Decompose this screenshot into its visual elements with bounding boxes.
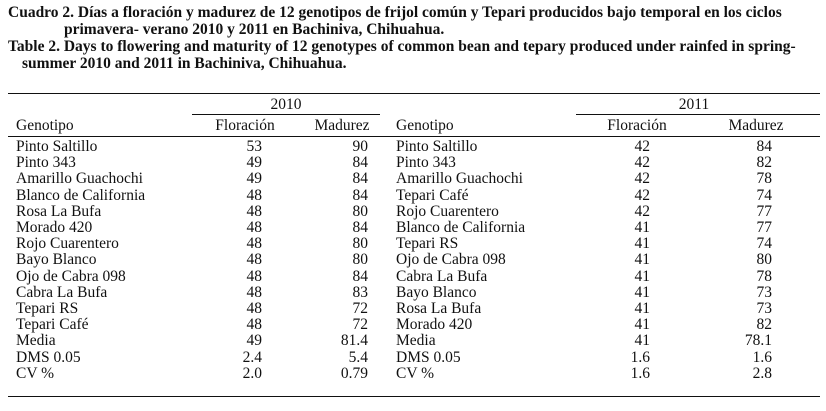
genotype-2011-cell: Pinto 343 bbox=[396, 154, 456, 172]
maturity-2010-cell: 84 bbox=[352, 170, 368, 188]
maturity-2010-cell: 72 bbox=[352, 316, 368, 334]
genotype-2011-cell: Cabra La Bufa bbox=[396, 267, 488, 285]
maturity-2010-cell: 84 bbox=[352, 186, 368, 204]
genotype-2011-cell: Blanco de California bbox=[396, 219, 526, 236]
maturity-2010-cell: 80 bbox=[352, 251, 368, 269]
flowering-2011-cell: 42 bbox=[634, 186, 650, 204]
flowering-2010-cell: 48 bbox=[246, 251, 262, 269]
year-2010-header: 2010 bbox=[270, 96, 302, 113]
maturity-2010-cell: 80 bbox=[352, 235, 368, 253]
flowering-2011-cell: 42 bbox=[634, 154, 650, 172]
genotype-2011-cell: DMS 0.05 bbox=[396, 348, 461, 366]
flowering-2010-cell: 48 bbox=[246, 283, 262, 301]
flowering-2011-cell: 41 bbox=[634, 267, 650, 285]
flowering-2011-cell: 41 bbox=[634, 316, 650, 334]
data-table bbox=[8, 93, 820, 398]
genotype-2010-cell: CV % bbox=[16, 364, 55, 382]
maturity-2010-cell: 83 bbox=[352, 283, 368, 301]
flowering-2010-cell: 49 bbox=[246, 332, 262, 350]
maturity-header-2010: Madurez bbox=[314, 117, 370, 134]
genotype-2011-cell: Tepari RS bbox=[396, 235, 459, 253]
genotype-2010-cell: Pinto Saltillo bbox=[16, 138, 98, 155]
flowering-2010-cell: 49 bbox=[246, 170, 262, 188]
genotype-2011-cell: Morado 420 bbox=[396, 316, 473, 334]
genotype-2011-cell: Rojo Cuarentero bbox=[396, 202, 499, 220]
caption-es-line-2: primavera- verano 2010 y 2011 en Bachiniva, Chihuahua. bbox=[64, 21, 445, 38]
maturity-2011-cell: 74 bbox=[756, 186, 772, 204]
flowering-2010-cell: 48 bbox=[246, 300, 262, 317]
flowering-2010-cell: 48 bbox=[246, 235, 262, 253]
maturity-2011-cell: 80 bbox=[756, 251, 772, 269]
maturity-2011-cell: 84 bbox=[756, 138, 772, 155]
flowering-2011-cell: 42 bbox=[634, 202, 650, 220]
genotype-2010-cell: Bayo Blanco bbox=[16, 251, 97, 269]
flowering-2011-cell: 41 bbox=[634, 251, 650, 269]
table-caption bbox=[8, 4, 820, 72]
genotype-2011-cell: Pinto Saltillo bbox=[396, 138, 478, 155]
genotype-2010-cell: Morado 420 bbox=[16, 219, 93, 236]
flowering-2011-cell: 1.6 bbox=[630, 348, 650, 366]
flowering-2011-cell: 41 bbox=[634, 300, 650, 317]
maturity-2011-cell: 77 bbox=[756, 219, 772, 236]
flowering-2010-cell: 48 bbox=[246, 202, 262, 220]
genotype-2010-cell: Blanco de California bbox=[16, 186, 146, 204]
maturity-2011-cell: 82 bbox=[756, 316, 772, 334]
caption-es-line-1: Cuadro 2. Días a floración y madurez de 12 genotipos de frijol común y Tepari producidos bajo temporal en los ciclos bbox=[8, 4, 782, 21]
maturity-2011-cell: 2.8 bbox=[752, 364, 772, 382]
caption-en-line-1: Table 2. Days to flowering and maturity of 12 genotypes of common bean and tepary produced under rainfed in spring- bbox=[8, 38, 796, 55]
genotype-2011-cell: Bayo Blanco bbox=[396, 283, 477, 301]
genotype-2010-cell: Amarillo Guachochi bbox=[16, 170, 143, 188]
flowering-header-2010: Floración bbox=[215, 117, 275, 134]
flowering-2010-cell: 53 bbox=[246, 138, 262, 155]
genotype-2011-cell: Tepari Café bbox=[396, 186, 469, 204]
flowering-2010-cell: 48 bbox=[246, 316, 262, 334]
flowering-2011-cell: 1.6 bbox=[630, 364, 650, 382]
bottom-rule bbox=[8, 396, 820, 397]
maturity-2010-cell: 84 bbox=[352, 154, 368, 172]
flowering-2011-cell: 41 bbox=[634, 235, 650, 253]
genotype-2010-cell: Cabra La Bufa bbox=[16, 283, 108, 301]
genotype-2011-cell: Rosa La Bufa bbox=[396, 300, 482, 317]
year-2011-header: 2011 bbox=[678, 96, 710, 113]
maturity-2011-cell: 78.1 bbox=[744, 332, 772, 350]
maturity-2011-cell: 82 bbox=[756, 154, 772, 172]
flowering-2010-cell: 2.0 bbox=[242, 364, 262, 382]
flowering-2011-cell: 42 bbox=[634, 170, 650, 188]
maturity-2011-cell: 77 bbox=[756, 202, 772, 220]
caption-en-line-2: summer 2010 and 2011 in Bachiniva, Chihuahua. bbox=[22, 55, 347, 72]
genotype-2011-cell: CV % bbox=[396, 364, 435, 382]
genotype-header-2010: Genotipo bbox=[16, 117, 74, 134]
maturity-2010-cell: 5.4 bbox=[348, 348, 368, 366]
maturity-2010-cell: 81.4 bbox=[340, 332, 368, 350]
maturity-2011-cell: 1.6 bbox=[752, 348, 772, 366]
maturity-header-2011: Madurez bbox=[728, 117, 784, 134]
genotype-2010-cell: Ojo de Cabra 098 bbox=[16, 267, 126, 285]
flowering-2011-cell: 41 bbox=[634, 332, 650, 350]
genotype-2011-cell: Media bbox=[396, 332, 436, 350]
genotype-header-2011: Genotipo bbox=[396, 117, 454, 134]
maturity-2010-cell: 84 bbox=[352, 267, 368, 285]
maturity-2011-cell: 78 bbox=[756, 267, 772, 285]
maturity-2011-cell: 78 bbox=[756, 170, 772, 188]
year-2011-rule bbox=[576, 114, 820, 115]
flowering-2010-cell: 48 bbox=[246, 267, 262, 285]
maturity-2010-cell: 84 bbox=[352, 219, 368, 236]
maturity-2010-cell: 0.79 bbox=[340, 364, 368, 382]
genotype-2010-cell: DMS 0.05 bbox=[16, 348, 81, 366]
genotype-2011-cell: Amarillo Guachochi bbox=[396, 170, 523, 188]
maturity-2011-cell: 73 bbox=[756, 300, 772, 317]
maturity-2010-cell: 90 bbox=[352, 138, 368, 155]
year-2010-rule bbox=[192, 114, 380, 115]
flowering-2011-cell: 41 bbox=[634, 283, 650, 301]
flowering-2011-cell: 41 bbox=[634, 219, 650, 236]
genotype-2011-cell: Ojo de Cabra 098 bbox=[396, 251, 506, 269]
flowering-header-2011: Floración bbox=[607, 117, 667, 134]
maturity-2011-cell: 73 bbox=[756, 283, 772, 301]
maturity-2010-cell: 72 bbox=[352, 300, 368, 317]
genotype-2010-cell: Media bbox=[16, 332, 56, 350]
maturity-2011-cell: 74 bbox=[756, 235, 772, 253]
flowering-2010-cell: 49 bbox=[246, 154, 262, 172]
genotype-2010-cell: Rojo Cuarentero bbox=[16, 235, 119, 253]
flowering-2010-cell: 48 bbox=[246, 219, 262, 236]
header-rule bbox=[8, 136, 820, 137]
genotype-2010-cell: Rosa La Bufa bbox=[16, 202, 102, 220]
flowering-2010-cell: 48 bbox=[246, 186, 262, 204]
genotype-2010-cell: Tepari Café bbox=[16, 316, 89, 334]
top-rule bbox=[8, 93, 820, 94]
genotype-2010-cell: Tepari RS bbox=[16, 300, 79, 317]
genotype-2010-cell: Pinto 343 bbox=[16, 154, 76, 172]
flowering-2010-cell: 2.4 bbox=[242, 348, 262, 366]
maturity-2010-cell: 80 bbox=[352, 202, 368, 220]
flowering-2011-cell: 42 bbox=[634, 138, 650, 155]
